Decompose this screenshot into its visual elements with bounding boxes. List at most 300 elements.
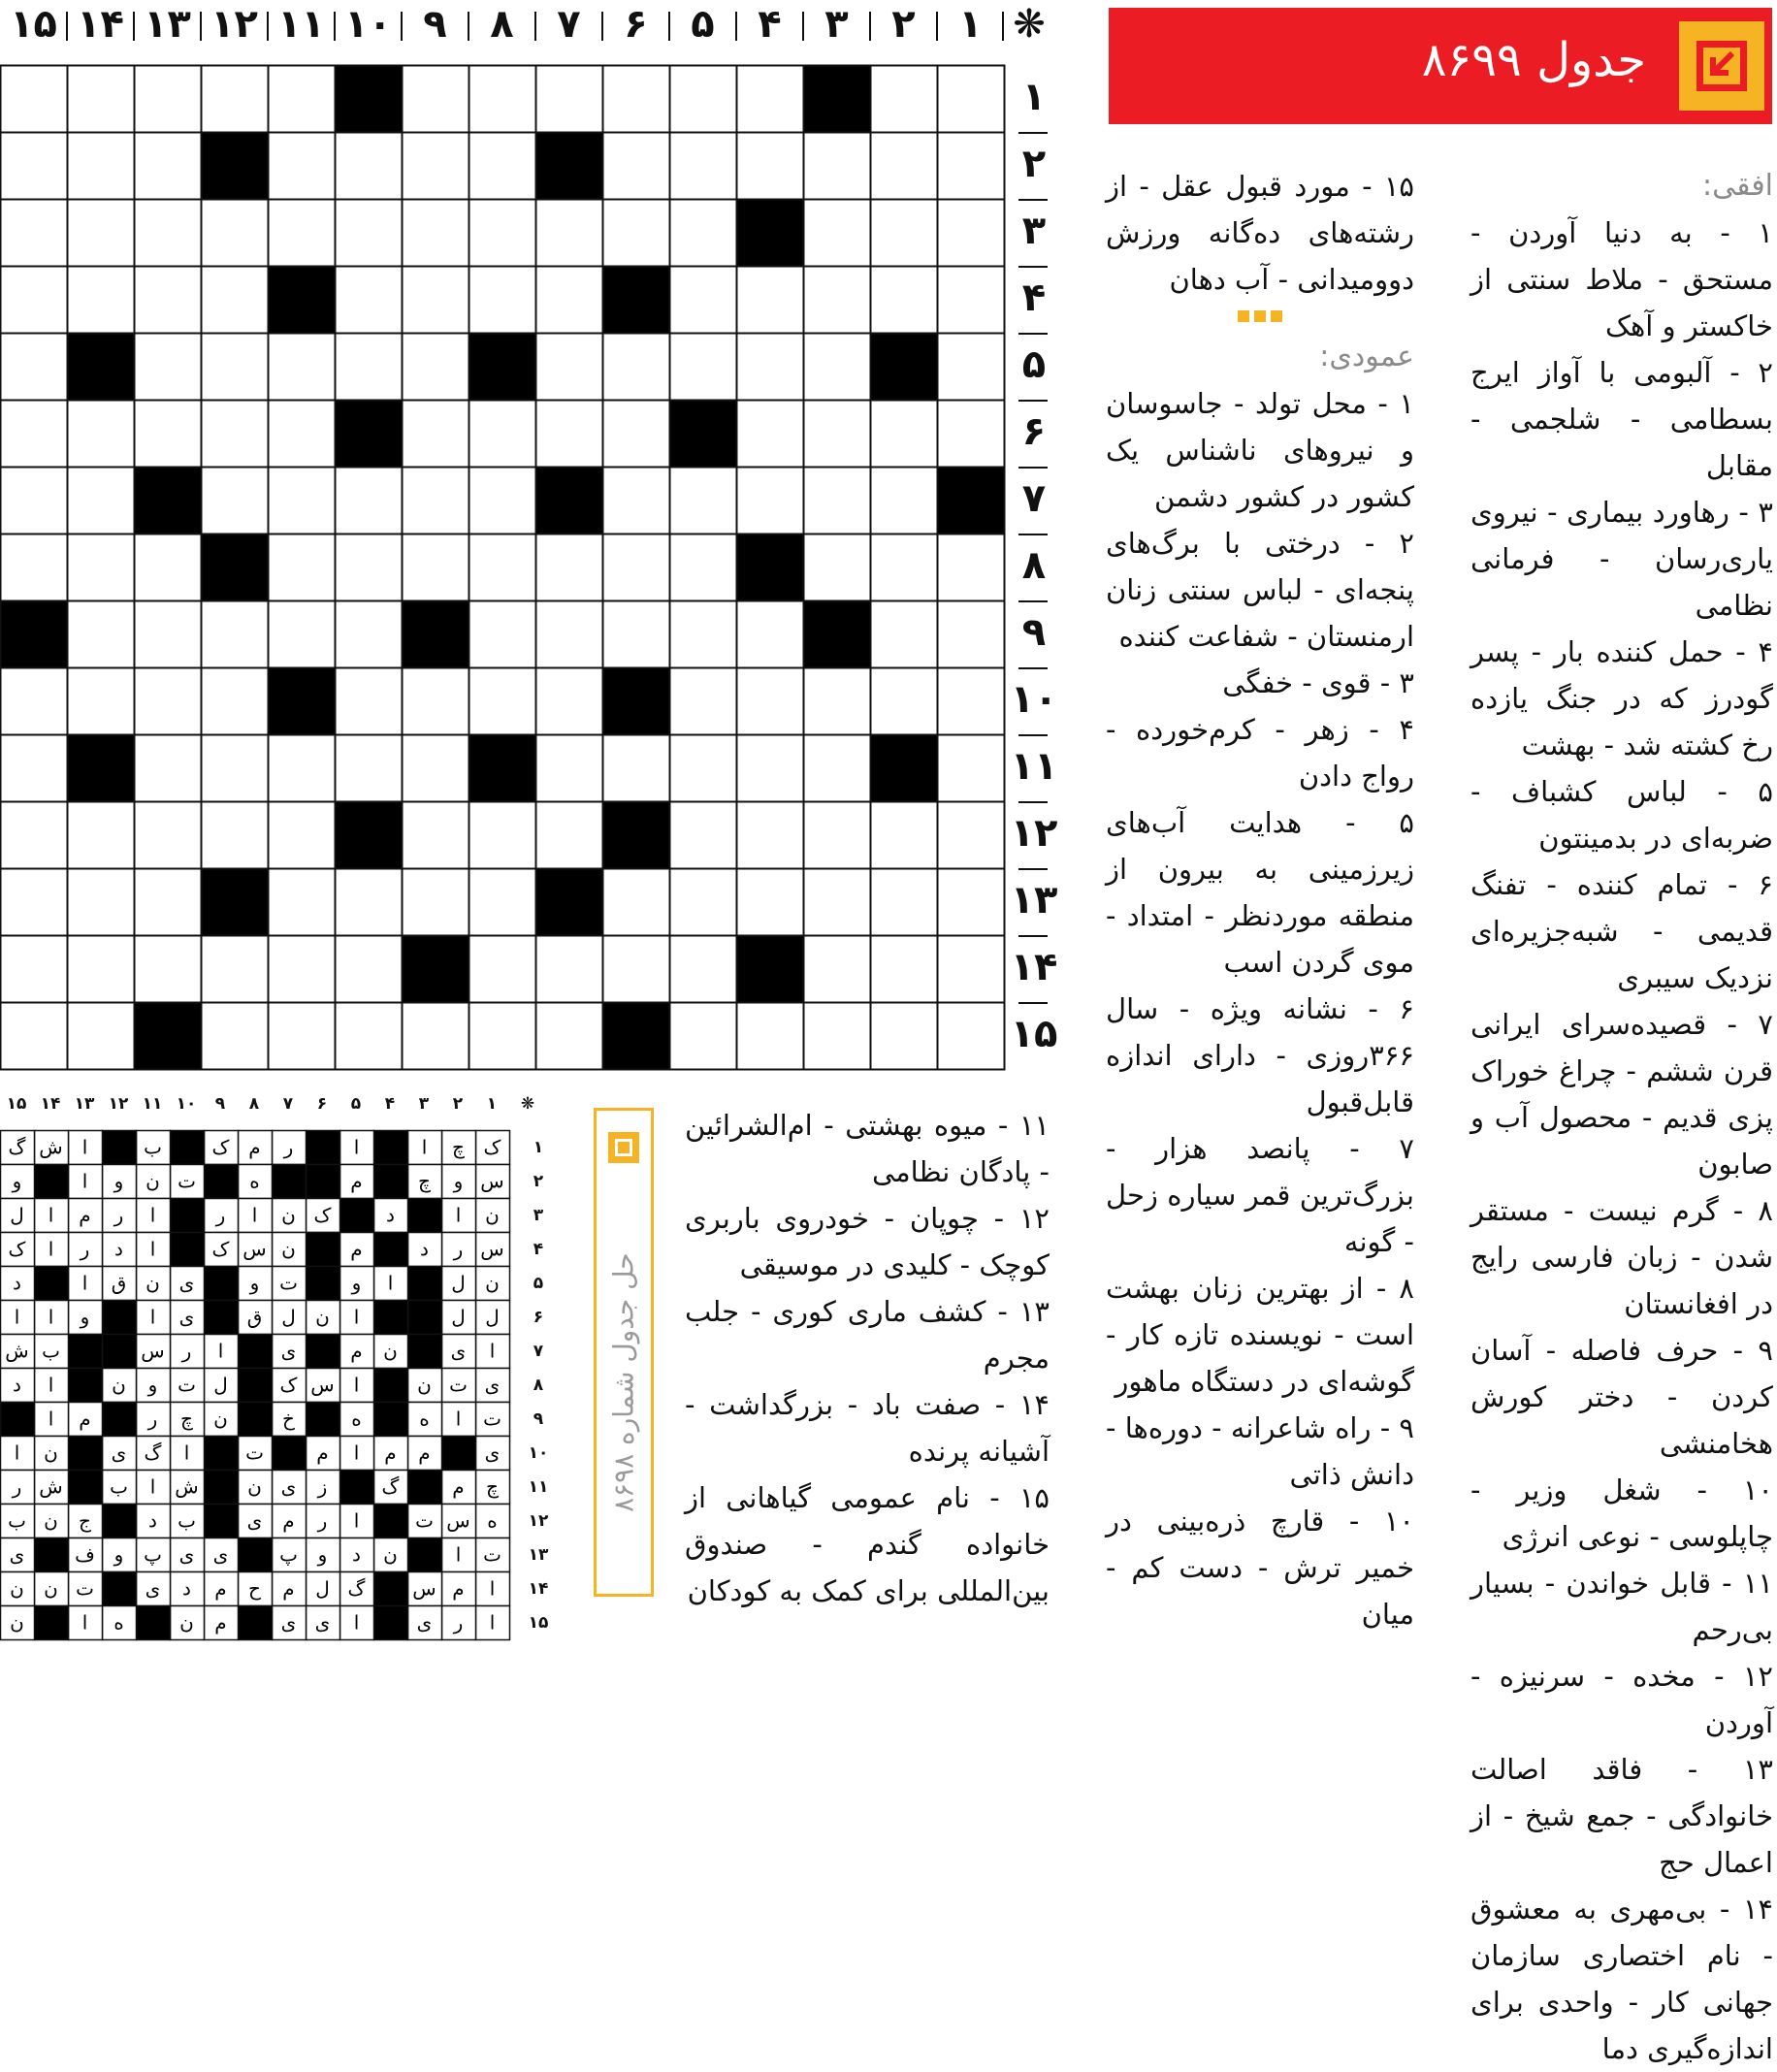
grid-cell[interactable] [804,334,871,401]
grid-cell[interactable] [871,802,938,869]
solution-row-number: ۱۴ [528,1579,549,1599]
grid-cell[interactable] [737,66,804,133]
grid-cell[interactable] [737,869,804,936]
grid-cell[interactable] [1,869,68,936]
clue-item: ۹ - حرف فاصله - آسان کردن - دختر کورش هخامنشی [1470,1334,1773,1460]
grid-cell[interactable] [135,200,202,267]
solution-letter: ی [280,1339,297,1363]
grid-cell[interactable] [403,267,469,334]
solution-black-cell [374,1606,408,1640]
grid-cell[interactable] [938,334,1005,401]
grid-cell[interactable] [536,668,603,735]
grid-cell[interactable] [135,401,202,468]
solution-letter: ن [485,1271,500,1295]
grid-cell[interactable] [469,468,536,534]
grid-cell[interactable] [269,601,336,668]
solution-column-number: ۴ [384,1094,396,1114]
solution-letter: ز [317,1474,328,1499]
grid-cell[interactable] [202,936,269,1003]
column-number: ۹ [423,2,447,47]
solution-column-number: ۸ [248,1094,260,1114]
grid-cell[interactable] [536,200,603,267]
grid-cell[interactable] [68,401,135,468]
solution-black-cell [374,1233,408,1267]
grid-cell[interactable] [670,1003,737,1070]
solution-column-number: ۱۲ [108,1094,129,1114]
clue-item: ۱ - محل تولد - جاسوسان و نیروهای ناشناس یک کشور در کشور دشمن [1106,387,1414,513]
grid-cell[interactable] [1,936,68,1003]
grid-cell[interactable] [68,1003,135,1070]
solution-black-cell [171,1131,205,1165]
grid-cell[interactable] [871,468,938,534]
grid-cell[interactable] [536,534,603,601]
grid-cell[interactable] [871,534,938,601]
grid-cell[interactable] [269,468,336,534]
across-clue-list [1470,210,1773,2072]
black-cell [536,133,603,200]
grid-cell[interactable] [469,66,536,133]
grid-cell[interactable] [135,334,202,401]
solution-letter: خ [282,1407,295,1431]
grid-cell[interactable] [403,334,469,401]
grid-cell[interactable] [135,936,202,1003]
grid-cell[interactable] [536,267,603,334]
grid-cell[interactable] [336,133,403,200]
grid-cell[interactable] [269,200,336,267]
grid-cell[interactable] [670,334,737,401]
grid-cell[interactable] [804,534,871,601]
grid-cell[interactable] [670,200,737,267]
solution-letter: گ [347,1576,366,1601]
grid-cell[interactable] [804,936,871,1003]
solution-letter: ی [450,1339,467,1363]
puzzle-title: جدول ۸۶۹۹ [1421,33,1646,87]
grid-cell[interactable] [536,735,603,802]
grid-cell[interactable] [68,869,135,936]
solution-letter: ک [211,1135,230,1159]
grid-cell[interactable] [938,869,1005,936]
grid-cell[interactable] [135,267,202,334]
grid-cell[interactable] [938,936,1005,1003]
black-cell [269,267,336,334]
grid-cell[interactable] [403,200,469,267]
solution-letter: م [282,1508,295,1533]
grid-cell[interactable] [1,66,68,133]
grid-cell[interactable] [536,936,603,1003]
grid-cell[interactable] [871,869,938,936]
grid-cell[interactable] [603,133,670,200]
row-separator [1018,199,1048,201]
grid-cell[interactable] [135,133,202,200]
grid-cell[interactable] [469,869,536,936]
grid-cell[interactable] [871,200,938,267]
grid-cell[interactable] [737,735,804,802]
grid-cell[interactable] [1,133,68,200]
solution-letter: م [350,1339,363,1363]
black-cell [536,869,603,936]
grid-cell[interactable] [469,601,536,668]
grid-cell[interactable] [737,1003,804,1070]
grid-cell[interactable] [670,869,737,936]
grid-cell[interactable] [469,936,536,1003]
grid-cell[interactable] [469,802,536,869]
grid-cell[interactable] [135,66,202,133]
grid-cell[interactable] [938,668,1005,735]
clue-item: ۴ - زهر - کرم‌خورده - رواج دادن [1106,713,1414,793]
grid-cell[interactable] [670,66,737,133]
solution-row-number: ۶ [533,1308,544,1327]
grid-cell[interactable] [469,401,536,468]
grid-cell[interactable] [269,735,336,802]
grid-cell[interactable] [737,802,804,869]
grid-cell[interactable] [804,735,871,802]
solution-black-cell [69,1471,103,1505]
solution-black-cell [239,1403,273,1437]
row-separator [1018,667,1048,669]
grid-cell[interactable] [68,534,135,601]
grid-cell[interactable] [403,802,469,869]
grid-cell[interactable] [536,601,603,668]
grid-cell[interactable] [603,334,670,401]
grid-cell[interactable] [938,735,1005,802]
grid-cell[interactable] [469,200,536,267]
grid-cell[interactable] [1,534,68,601]
grid-cell[interactable] [804,468,871,534]
solution-black-cell [35,1267,69,1301]
row-number: ۱۴ [1010,945,1058,989]
grid-cell[interactable] [737,267,804,334]
clue-item: ۴ - حمل کننده بار - پسر گودرز که در جنگ یازده رخ کشته شد - بهشت [1470,635,1773,761]
grid-cell[interactable] [804,401,871,468]
grid-cell[interactable] [403,468,469,534]
solution-black-cell [408,1335,442,1369]
row-separator [1018,534,1048,535]
column-separator [1002,12,1004,41]
solution-letter: چ [180,1407,193,1431]
grid-cell[interactable] [670,735,737,802]
grid-cell[interactable] [68,668,135,735]
grid-cell[interactable] [336,334,403,401]
grid-cell[interactable] [202,601,269,668]
grid-cell[interactable] [269,936,336,1003]
solution-letter: م [316,1441,329,1465]
grid-cell[interactable] [269,1003,336,1070]
clue-item: ۵ - هدایت آب‌های زیرزمینی به بیرون از منطقه موردنظر - امتداد - موی گردن اسب [1106,806,1414,979]
grid-cell[interactable] [202,468,269,534]
grid-cell[interactable] [737,468,804,534]
grid-cell[interactable] [135,735,202,802]
grid-cell[interactable] [202,200,269,267]
solution-letter: و [147,1373,158,1397]
grid-cell[interactable] [603,735,670,802]
grid-cell[interactable] [603,200,670,267]
grid-cell[interactable] [938,133,1005,200]
grid-cell[interactable] [68,267,135,334]
black-cell [938,468,1005,534]
grid-cell[interactable] [670,668,737,735]
solution-letter: ا [81,1610,88,1635]
clue-item: ۹ - راه شاعرانه - دوره‌ها - دانش ذاتی [1106,1411,1414,1491]
clue-item: ۱۰ - قارچ ذره‌بینی در خمیر ترش - دست کم - میان [1106,1505,1414,1631]
solution-black-cell [171,1233,205,1267]
grid-cell[interactable] [670,267,737,334]
grid-cell[interactable] [403,401,469,468]
row-separator [1018,266,1048,268]
grid-cell[interactable] [938,267,1005,334]
solution-letter: م [350,1237,363,1261]
grid-cell[interactable] [403,735,469,802]
grid-cell[interactable] [336,668,403,735]
grid-cell[interactable] [603,869,670,936]
grid-cell[interactable] [670,534,737,601]
solution-column-number: ۱ [486,1094,498,1114]
black-cell [469,735,536,802]
grid-cell[interactable] [68,936,135,1003]
row-separator [1018,333,1048,335]
grid-cell[interactable] [336,534,403,601]
grid-cell[interactable] [536,802,603,869]
grid-cell[interactable] [1,468,68,534]
grid-cell[interactable] [269,534,336,601]
grid-cell[interactable] [603,601,670,668]
solution-letter: ک [8,1237,26,1261]
grid-cell[interactable] [871,133,938,200]
grid-cell[interactable] [202,1003,269,1070]
solution-letter: ن [417,1373,432,1397]
grid-cell[interactable] [403,133,469,200]
grid-cell[interactable] [336,735,403,802]
grid-cell[interactable] [269,334,336,401]
crossword-grid[interactable] [0,65,1004,1069]
grid-cell[interactable] [135,869,202,936]
solution-letter: ا [455,1203,462,1227]
grid-cell[interactable] [536,334,603,401]
grid-cell[interactable] [1,401,68,468]
grid-cell[interactable] [336,200,403,267]
row-separator [1018,734,1048,736]
solution-letter: ا [81,1135,88,1159]
grid-cell[interactable] [269,802,336,869]
solution-letter: ق [246,1305,263,1329]
grid-cell[interactable] [469,267,536,334]
grid-cell[interactable] [804,1003,871,1070]
solution-letter: ا [353,1135,360,1159]
grid-cell[interactable] [938,1003,1005,1070]
grid-cell[interactable] [603,534,670,601]
solution-letter: م [452,1576,465,1601]
grid-cell[interactable] [269,869,336,936]
grid-cell[interactable] [469,1003,536,1070]
grid-cell[interactable] [202,66,269,133]
grid-cell[interactable] [68,468,135,534]
solution-black-cell [205,1267,239,1301]
grid-cell[interactable] [603,66,670,133]
solution-letter: ا [387,1271,394,1295]
grid-cell[interactable] [403,668,469,735]
solution-letter: ت [449,1373,468,1397]
grid-cell[interactable] [938,601,1005,668]
solution-letter: و [12,1169,22,1193]
grid-cell[interactable] [804,802,871,869]
grid-cell[interactable] [804,668,871,735]
grid-cell[interactable] [871,1003,938,1070]
grid-cell[interactable] [202,267,269,334]
grid-cell[interactable] [1,200,68,267]
grid-cell[interactable] [68,601,135,668]
across-clue-list-continued [1106,163,1414,303]
grid-cell[interactable] [737,334,804,401]
row-separator [1018,1002,1048,1004]
grid-cell[interactable] [68,133,135,200]
grid-cell[interactable] [603,468,670,534]
grid-cell[interactable] [536,1003,603,1070]
grid-cell[interactable] [938,802,1005,869]
grid-cell[interactable] [670,601,737,668]
solution-letter: و [249,1271,260,1295]
grid-cell[interactable] [469,668,536,735]
grid-cell[interactable] [403,1003,469,1070]
solution-letter: ی [314,1610,331,1635]
solution-black-cell [103,1572,137,1606]
solution-letter: ی [178,1305,195,1329]
solution-letter: ا [14,1441,20,1465]
solution-letter: ل [451,1305,466,1329]
row-separator [1018,400,1048,402]
grid-cell[interactable] [403,869,469,936]
grid-cell[interactable] [938,66,1005,133]
solution-letter: ف [75,1542,95,1567]
black-cell [603,1003,670,1070]
grid-cell[interactable] [871,668,938,735]
grid-cell[interactable] [938,200,1005,267]
solution-letter: ن [247,1474,262,1499]
grid-cell[interactable] [804,200,871,267]
solution-letter: ا [48,1407,54,1431]
grid-cell[interactable] [938,534,1005,601]
grid-cell[interactable] [403,66,469,133]
grid-cell[interactable] [336,1003,403,1070]
grid-cell[interactable] [670,468,737,534]
grid-cell[interactable] [804,869,871,936]
solution-letter: ر [80,1237,90,1261]
grid-cell[interactable] [737,668,804,735]
grid-cell[interactable] [603,401,670,468]
clue-item: ۲ - درختی با برگ‌های پنجه‌ای - لباس سنتی زنان ارمنستان - شفاعت کننده [1106,527,1414,653]
solution-letter: ل [485,1305,500,1329]
grid-cell[interactable] [269,133,336,200]
solution-letter: ن [10,1610,24,1635]
grid-cell[interactable] [871,66,938,133]
grid-cell[interactable] [603,936,670,1003]
solution-black-cell [307,1403,340,1437]
grid-cell[interactable] [336,267,403,334]
grid-cell[interactable] [871,936,938,1003]
grid-cell[interactable] [202,334,269,401]
clue-item: ۳ - قوی - خفگی [1222,666,1414,699]
solution-letter: د [182,1576,191,1601]
solution-row-number: ۱۵ [528,1613,549,1633]
grid-cell[interactable] [269,401,336,468]
grid-cell[interactable] [202,668,269,735]
solution-black-cell [1,1403,35,1437]
row-separator [1018,868,1048,870]
solution-letter: چ [486,1474,499,1499]
solution-black-cell [103,1505,137,1538]
solution-letter: ا [353,1441,360,1465]
black-cell [336,66,403,133]
grid-cell[interactable] [469,133,536,200]
grid-cell[interactable] [202,735,269,802]
grid-cell[interactable] [804,133,871,200]
grid-cell[interactable] [1,1003,68,1070]
solution-black-cell [273,1437,307,1471]
grid-cell[interactable] [1,267,68,334]
grid-cell[interactable] [269,66,336,133]
grid-cell[interactable] [336,869,403,936]
clue-item: ۱ - به دنیا آوردن - مستحق - ملاط سنتی از خاکستر و آهک [1470,216,1773,342]
grid-cell[interactable] [938,401,1005,468]
grid-cell[interactable] [336,936,403,1003]
grid-cell[interactable] [202,401,269,468]
grid-cell[interactable] [804,267,871,334]
grid-cell[interactable] [68,200,135,267]
solution-letter: ک [313,1203,332,1227]
grid-cell[interactable] [68,802,135,869]
grid-cell[interactable] [737,401,804,468]
grid-cell[interactable] [135,601,202,668]
grid-cell[interactable] [670,802,737,869]
grid-cell[interactable] [403,534,469,601]
solution-column-number: ۶ [316,1094,328,1114]
grid-cell[interactable] [1,334,68,401]
grid-cell[interactable] [1,668,68,735]
grid-cell[interactable] [737,601,804,668]
grid-cell[interactable] [336,468,403,534]
solution-letter: ت [483,1542,501,1567]
grid-cell[interactable] [135,534,202,601]
solution-black-cell [408,1471,442,1505]
black-cell [336,802,403,869]
grid-cell[interactable] [469,534,536,601]
grid-cell[interactable] [871,601,938,668]
black-cell [469,334,536,401]
clue-item: ۶ - تمام کننده - تفنگ قدیمی - شبه‌جزیره‌ای نزدیک سیبری [1470,868,1773,994]
solution-black-cell [307,1165,340,1199]
grid-cell[interactable] [135,668,202,735]
black-cell [202,133,269,200]
grid-cell[interactable] [336,601,403,668]
grid-cell[interactable] [536,66,603,133]
grid-cell[interactable] [135,802,202,869]
grid-cell[interactable] [68,66,135,133]
solution-letter: س [412,1576,436,1601]
crossword-grid-svg[interactable] [0,65,1004,1069]
solution-letter: س [242,1237,267,1261]
clue-item: ۱۰ - شغل وزیر - چاپلوسی - نوعی انرژی [1470,1473,1773,1553]
grid-cell[interactable] [202,802,269,869]
grid-cell[interactable] [871,267,938,334]
grid-cell[interactable] [737,133,804,200]
grid-cell[interactable] [536,401,603,468]
solution-black-cell [103,1335,137,1369]
grid-cell[interactable] [871,401,938,468]
solution-letter: گ [144,1441,162,1465]
grid-cell[interactable] [1,735,68,802]
grid-cell[interactable] [670,936,737,1003]
grid-cell[interactable] [1,802,68,869]
grid-cell[interactable] [670,133,737,200]
solution-letter: ی [484,1441,501,1465]
